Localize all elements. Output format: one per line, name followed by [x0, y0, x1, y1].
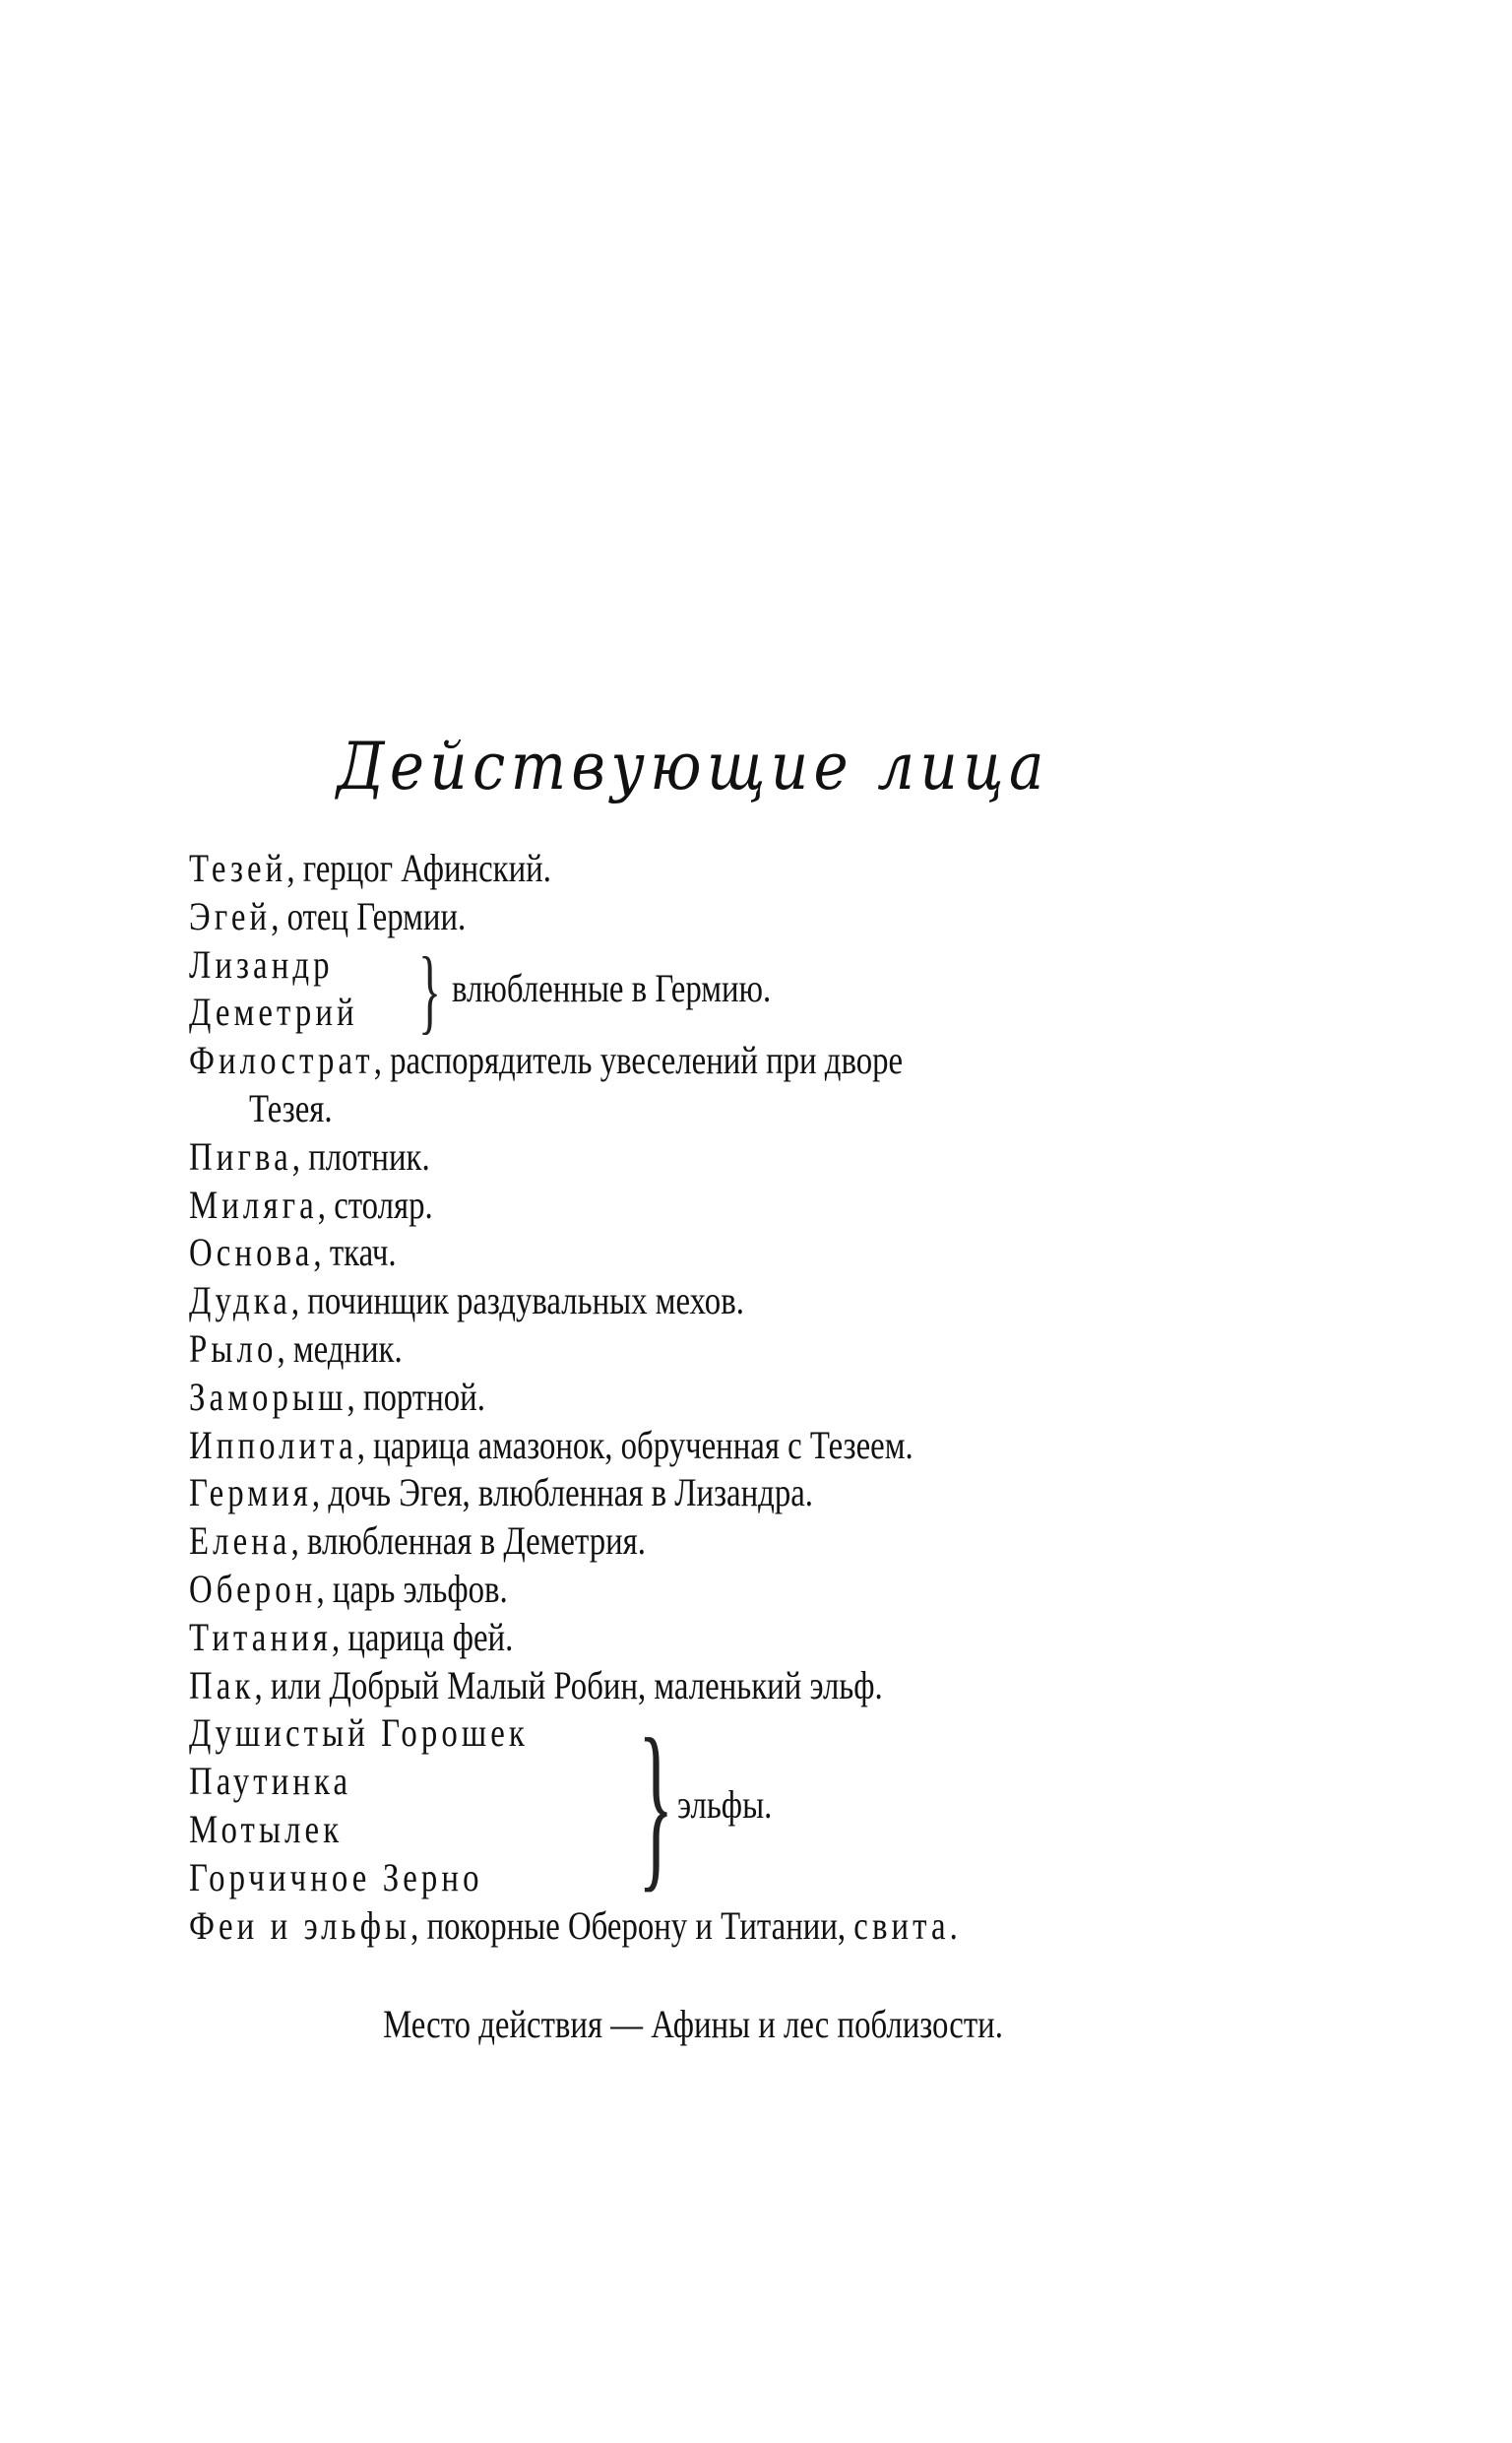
- character-line: [189, 1613, 513, 1661]
- character-line: [189, 1036, 903, 1084]
- character-name: Душистый Горошек: [189, 1710, 529, 1756]
- character-name: Основа: [189, 1230, 314, 1275]
- character-line: [189, 844, 551, 892]
- brace-elves: }: [638, 1702, 674, 1908]
- character-name: Пак: [189, 1662, 255, 1707]
- character-name: Рыло: [189, 1326, 278, 1371]
- character-name: Титания: [189, 1614, 332, 1659]
- character-name: Горчичное Зерно: [189, 1854, 483, 1899]
- character-name: Заморыш: [189, 1374, 347, 1419]
- brace-lovers: }: [418, 937, 442, 1043]
- character-description: , починщик раздувальных мехов.: [290, 1278, 744, 1323]
- character-description: , столяр.: [317, 1182, 433, 1227]
- character-tail: свита.: [853, 1902, 962, 1948]
- character-name: Деметрий: [189, 990, 358, 1035]
- character-name: Гермия: [189, 1470, 312, 1515]
- character-line: [189, 1324, 403, 1373]
- character-line: [189, 1565, 508, 1613]
- character-line: [189, 988, 358, 1036]
- character-name: Лизандр: [189, 941, 334, 987]
- character-description: , влюбленная в Деметрия.: [290, 1518, 646, 1564]
- character-name: Тезей: [189, 846, 287, 890]
- character-line: [189, 1901, 962, 1950]
- character-line: [189, 1181, 433, 1229]
- character-line: [249, 1084, 333, 1132]
- character-line: [189, 1132, 430, 1181]
- character-line: [189, 1276, 744, 1324]
- character-name: Дудка: [189, 1278, 291, 1323]
- character-description: , портной.: [346, 1374, 485, 1419]
- character-name: Паутинка: [189, 1759, 352, 1804]
- character-line: [189, 1708, 529, 1757]
- character-description: , плотник.: [291, 1133, 430, 1179]
- character-description: , дочь Эгея, влюбленная в Лизандра.: [311, 1470, 814, 1515]
- character-name: Пигва: [189, 1133, 292, 1179]
- character-description: , царь эльфов.: [316, 1567, 508, 1611]
- character-description: , ткач.: [313, 1230, 397, 1275]
- character-line: [189, 1853, 483, 1901]
- character-description: , распорядитель увеселений при дворе: [373, 1038, 904, 1083]
- character-name: Ипполита: [189, 1422, 357, 1467]
- setting-note: Место действия — Афины и лес поблизости.: [383, 2002, 1003, 2046]
- page-title: Действующие лица: [337, 729, 1049, 804]
- character-line: [189, 1468, 813, 1516]
- character-line: [189, 892, 466, 940]
- group-label-lovers: влюбленные в Гермию.: [452, 966, 772, 1010]
- character-description: , или Добрый Малый Робин, маленький эльф.: [254, 1662, 883, 1707]
- character-name: Филострат: [189, 1038, 374, 1083]
- character-name: Миляга: [189, 1182, 318, 1227]
- group-label-elves: эльфы.: [677, 1782, 773, 1827]
- character-description: , царица амазонок, обрученная с Тезеем.: [356, 1422, 914, 1467]
- character-line: [189, 1421, 914, 1469]
- character-name: Мотылек: [189, 1807, 344, 1851]
- character-name: Феи и эльфы: [189, 1902, 411, 1948]
- character-description: Тезея.: [249, 1086, 333, 1130]
- character-description: , царица фей.: [331, 1614, 514, 1659]
- character-line: [189, 1516, 646, 1565]
- character-description: , герцог Афинский.: [286, 846, 551, 890]
- character-line: [189, 1805, 343, 1853]
- character-line: [189, 1373, 485, 1421]
- character-description: , покорные Оберону и Титании,: [410, 1902, 854, 1948]
- character-line: [189, 940, 334, 989]
- character-name: Эгей: [189, 893, 272, 938]
- character-line: [189, 1228, 397, 1276]
- character-description: , медник.: [277, 1326, 403, 1371]
- character-description: , отец Гермии.: [271, 893, 467, 938]
- character-line: [189, 1757, 351, 1805]
- character-line: [189, 1661, 883, 1709]
- character-name: Елена: [189, 1518, 291, 1564]
- character-name: Оберон: [189, 1567, 317, 1611]
